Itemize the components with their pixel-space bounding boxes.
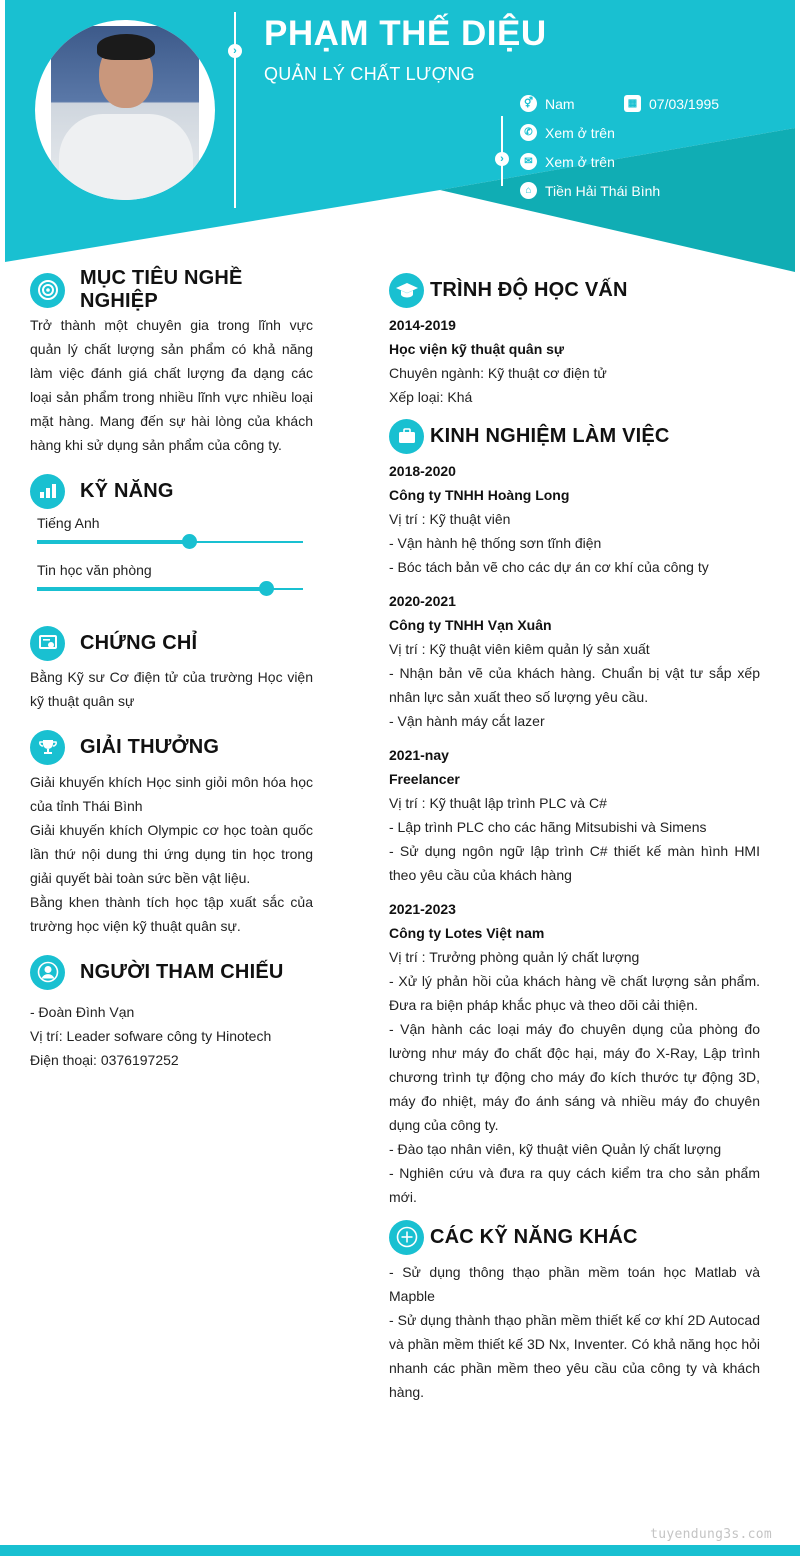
chevron-right-icon: ›	[495, 152, 509, 166]
skill-name: Tin học văn phòng	[37, 562, 152, 578]
job-task: - Xử lý phản hồi của khách hàng về chất lượng sản phẩm. Đưa ra biện pháp khắc phục và theo dõi cải thiện.	[389, 973, 760, 1013]
contact-divider	[501, 116, 503, 186]
user-icon	[30, 955, 65, 990]
certificates-header	[30, 625, 313, 661]
job-task: - Lập trình PLC cho các hãng Mitsubishi và Simens	[389, 819, 707, 835]
other-skills-list	[389, 1260, 760, 1404]
skills-title: KỸ NĂNG	[80, 479, 174, 502]
education-entry	[389, 313, 760, 409]
objective-header	[30, 267, 313, 312]
references-list	[30, 1000, 313, 1072]
job-task: - Vận hành máy cắt lazer	[389, 713, 545, 729]
header-divider	[234, 12, 236, 208]
email-icon: ✉	[520, 153, 537, 170]
home-icon: ⌂	[520, 182, 537, 199]
education-period: 2014-2019	[389, 317, 456, 333]
plus-circle-icon	[389, 1220, 424, 1255]
job-company: Freelancer	[389, 771, 460, 787]
skill-bar	[37, 588, 303, 590]
job-company: Công ty Lotes Việt nam	[389, 925, 545, 941]
job-role: Vị trí : Kỹ thuật lập trình PLC và C#	[389, 795, 607, 811]
objective-title: MỤC TIÊU NGHỀ NGHIỆP	[80, 267, 243, 312]
other-skills-title: CÁC KỸ NĂNG KHÁC	[430, 1225, 638, 1248]
other-skill-item: - Sử dụng thành thạo phần mềm thiết kế cơ khí 2D Autocad và phần mềm thiết kế 3D Nx, Inventer. Có khả năng học hỏi nhanh các phần mềm theo yêu cầu của công ty và khách hàng.	[389, 1312, 760, 1400]
job-period: 2020-2021	[389, 593, 456, 609]
experience-job	[389, 897, 760, 1209]
reference-position: Vị trí: Leader sofware công ty Hinotech	[30, 1028, 272, 1044]
email-value: Xem ở trên	[545, 153, 615, 170]
candidate-name: PHẠM THẾ DIỆU	[264, 14, 547, 53]
experience-job	[389, 743, 760, 887]
avatar	[35, 20, 215, 200]
certificate-icon	[30, 626, 65, 661]
left-column	[30, 267, 313, 1072]
job-company: Công ty TNHH Hoàng Long	[389, 487, 570, 503]
education-grade: Xếp loại: Khá	[389, 389, 473, 405]
objective-text: Trở thành một chuyên gia trong lĩnh vực quản lý chất lượng sản phẩm có khả năng làm việc đánh giá chất lượng đa dạng các loại sản phẩm trong nhiều lĩnh vực nhiều loại mặt hàng. Mang đến sự hài lòng của khách hàng khi sử dụng sản phẩm của công ty.	[30, 317, 313, 453]
education-school: Học viện kỹ thuật quân sự	[389, 341, 565, 357]
education-header	[389, 272, 760, 308]
job-role: Vị trí : Kỹ thuật viên kiêm quản lý sản xuất	[389, 641, 650, 657]
certificates-text: Bằng Kỹ sư Cơ điện tử của trường Học viện kỹ thuật quân sự	[30, 669, 313, 709]
references-title: NGƯỜI THAM CHIẾU	[80, 960, 284, 983]
right-column	[389, 272, 760, 1404]
references-header	[30, 954, 313, 990]
address-value: Tiền Hải Thái Bình	[545, 182, 661, 199]
birthday-value: 07/03/1995	[649, 95, 720, 112]
experience-job	[389, 459, 760, 579]
awards-header	[30, 729, 313, 765]
contact-birthday	[624, 95, 719, 112]
trophy-icon	[30, 730, 65, 765]
job-role: Vị trí : Kỹ thuật viên	[389, 511, 511, 527]
job-task: - Vận hành hệ thống sơn tĩnh điện	[389, 535, 602, 551]
phone-value: Xem ở trên	[545, 124, 615, 141]
target-icon	[30, 273, 65, 308]
experience-header	[389, 418, 760, 454]
calendar-icon: ▦	[624, 95, 641, 112]
skills-header	[30, 473, 313, 509]
contact-gender	[520, 95, 575, 112]
education-major: Chuyên ngành: Kỹ thuật cơ điện tử	[389, 365, 607, 381]
job-task: - Vận hành các loại máy đo chuyên dụng của phòng đo lường như máy đo chất độc hại, máy đo X-Ray, Lập trình chương trình tự động cho máy đo kích thước tự động 3D, máy đo nhiệt, máy đo ánh sáng và nhiều máy đo chuyên dụng của công ty.	[389, 1021, 760, 1133]
job-task: - Bóc tách bản vẽ cho các dự án cơ khí của công ty	[389, 559, 709, 575]
contact-phone	[520, 124, 615, 141]
job-task: - Nghiên cứu và đưa ra quy cách kiểm tra cho sản phẩm mới.	[389, 1165, 760, 1205]
profile-photo	[51, 26, 199, 194]
skill-name: Tiếng Anh	[37, 515, 100, 531]
contact-address	[520, 182, 660, 199]
watermark: tuyendung3s.com	[650, 1527, 772, 1542]
skill-level-knob	[182, 534, 197, 549]
job-task: - Sử dụng ngôn ngữ lập trình C# thiết kế màn hình HMI theo yêu cầu của khách hàng	[389, 843, 760, 883]
reference-name: - Đoàn Đình Vạn	[30, 1004, 135, 1020]
award-item: Giải khuyến khích Olympic cơ học toàn quốc lần thứ nội dung thi ứng dụng tin học trong giải quyết bài toàn sức bền vật liệu.	[30, 822, 313, 886]
job-period: 2021-2023	[389, 901, 456, 917]
job-company: Công ty TNHH Vạn Xuân	[389, 617, 552, 633]
gender-value: Nam	[545, 95, 575, 112]
reference-phone: Điện thoại: 0376197252	[30, 1052, 179, 1068]
skill-bar	[37, 541, 303, 543]
phone-icon: ✆	[520, 124, 537, 141]
chevron-right-icon: ›	[228, 44, 242, 58]
skill-item	[30, 558, 313, 605]
job-task: - Nhận bản vẽ của khách hàng. Chuẩn bị vật tư sắp xếp nhân lực sản xuất theo số lượng yêu cầu.	[389, 665, 760, 705]
contact-email	[520, 153, 615, 170]
other-skills-header	[389, 1219, 760, 1255]
bar-chart-icon	[30, 474, 65, 509]
gender-icon: ⚥	[520, 95, 537, 112]
graduation-cap-icon	[389, 273, 424, 308]
briefcase-icon	[389, 419, 424, 454]
award-item: Bằng khen thành tích học tập xuất sắc của trường học viện kỹ thuật quân sự.	[30, 894, 313, 934]
certificates-title: CHỨNG CHỈ	[80, 631, 198, 654]
footer-bar	[0, 1545, 800, 1556]
experience-job	[389, 589, 760, 733]
candidate-position: QUẢN LÝ CHẤT LƯỢNG	[264, 64, 475, 84]
job-period: 2018-2020	[389, 463, 456, 479]
job-period: 2021-nay	[389, 747, 449, 763]
job-task: - Đào tạo nhân viên, kỹ thuật viên Quản lý chất lượng	[389, 1141, 722, 1157]
awards-list	[30, 770, 313, 938]
skill-level-knob	[259, 581, 274, 596]
other-skill-item: - Sử dụng thông thạo phần mềm toán học Matlab và Mapble	[389, 1264, 760, 1304]
award-item: Giải khuyến khích Học sinh giỏi môn hóa học của tỉnh Thái Bình	[30, 774, 313, 814]
skill-item	[30, 511, 313, 558]
job-role: Vị trí : Trưởng phòng quản lý chất lượng	[389, 949, 640, 965]
experience-title: KINH NGHIỆM LÀM VIỆC	[430, 424, 670, 447]
education-title: TRÌNH ĐỘ HỌC VẤN	[430, 278, 628, 301]
skills-list	[30, 511, 313, 605]
awards-title: GIẢI THƯỞNG	[80, 735, 220, 758]
